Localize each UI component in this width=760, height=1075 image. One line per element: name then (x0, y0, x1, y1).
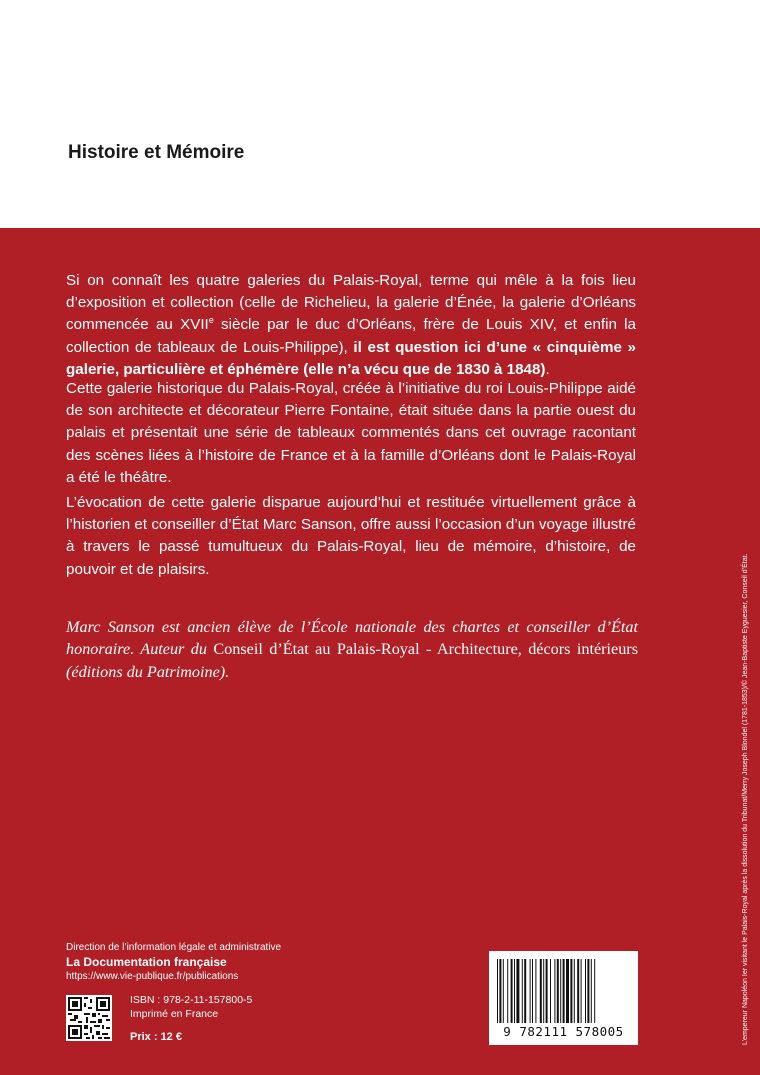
author-book-title: Conseil d’État au Palais-Royal - Architecture, décors intérieurs (213, 640, 638, 659)
paragraph-2: Cette galerie historique du Palais-Royal, créée à l’initiative du roi Louis-Philippe aidé de son architecte et décorateur Pierre Fontaine, était située dans la partie ouest du palais et présentait une série de tableaux commentés dans cet ouvrage racontant des scènes liées à l’histoire de France et à la famille d’Orléans dont le Palais-Royal a été le théâtre. (66, 380, 636, 486)
p1-text-b: siècle par le duc d’Orléans, frère de Louis XIV, et enfin la collection de tableaux de Louis-Philippe), (66, 316, 636, 356)
publisher-block (66, 941, 281, 983)
top-white-band (0, 0, 760, 228)
p1-bold: il est question ici d’une « cinquième » galerie, particulière et éphémère (elle n’a vécu que de 1830 à 1848) (66, 338, 636, 378)
price: Prix : 12 € (130, 1031, 182, 1043)
publisher-direction: Direction de l’information légale et administrative (66, 942, 282, 953)
p1-text-a: Si on connaît les quatre galeries du Palais-Royal, terme qui mêle à la fois lieu d’exposition et collection (celle de Richelieu, la galerie d’Énée, la galerie d’Orléans commencée au XVII (66, 272, 636, 334)
author-italic-2: (éditions du Patrimoine). (66, 662, 230, 681)
publisher-url[interactable]: https://www.vie-publique.fr/publications (66, 971, 239, 982)
isbn: ISBN : 978-2-11-157800-5 (130, 994, 253, 1006)
barcode-number: 9 782111 578005 (503, 1024, 624, 1039)
isbn-block (130, 993, 252, 1021)
barcode (489, 951, 638, 1045)
author-bio (66, 616, 638, 683)
paragraph-3: L’évocation de cette galerie disparue aujourd’hui et restituée virtuellement grâce à l’historien et conseiller d’État Marc Sanson, offre aussi l’occasion d’un voyage illustré à travers le passé tumultueux du Palais-Royal, lieu de mémoire, d’histoire, de pouvoir et de plaisirs. (66, 494, 636, 578)
p1-end: . (545, 360, 550, 378)
publisher-name: La Documentation française (66, 955, 227, 969)
paragraph-1 (66, 270, 636, 381)
image-credit: L’empereur Napoléon Ier visitant le Palais-Royal après la dissolution du Tribunat/Merry Joseph Blondel (1781-1853)/© Jean-Baptiste Eyguesier, Conseil d’État. (742, 553, 749, 1045)
series-title: Histoire et Mémoire (68, 142, 245, 163)
printed-in: Imprimé en France (130, 1008, 219, 1020)
author-italic-1: Marc Sanson est ancien élève de l’École nationale des chartes et conseiller d’État honoraire. Auteur du (66, 618, 638, 659)
qr-code-icon (66, 995, 112, 1041)
p1-superscript: e (208, 315, 214, 326)
